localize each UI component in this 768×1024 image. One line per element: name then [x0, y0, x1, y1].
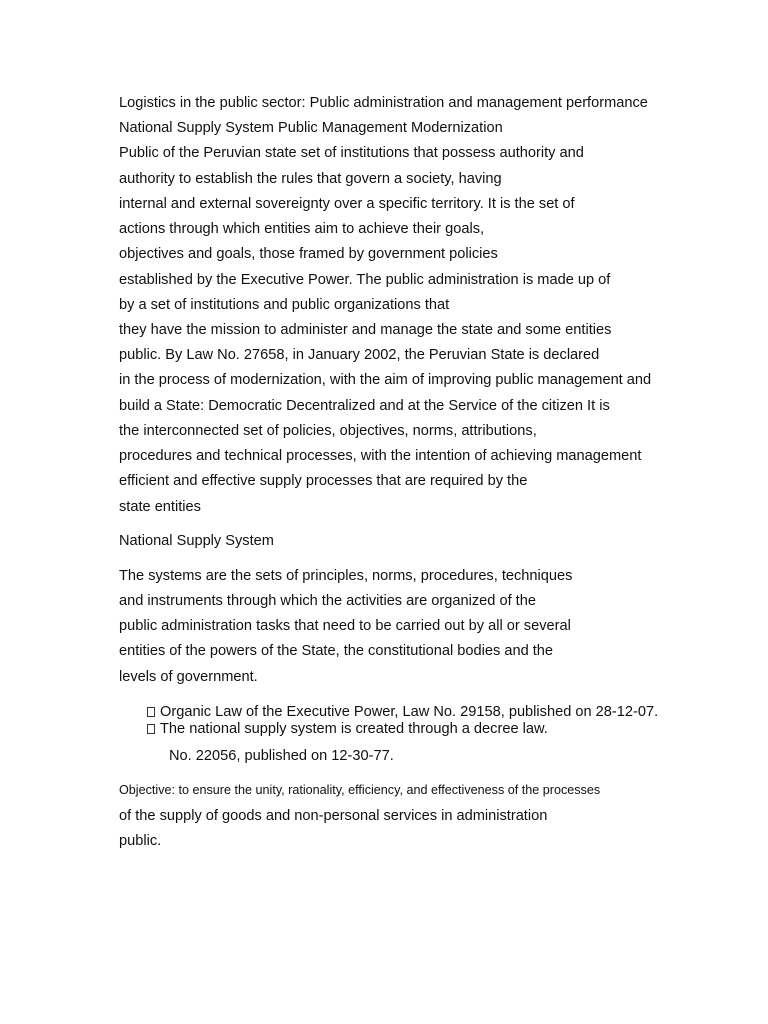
paragraph-line: procedures and technical processes, with the intention of achieving management [119, 448, 642, 464]
paragraph-line: The systems are the sets of principles, norms, procedures, techniques [119, 568, 573, 584]
paragraph-line: authority to establish the rules that govern a society, having [119, 171, 502, 187]
bullet-box-icon [147, 707, 155, 717]
paragraph-line: established by the Executive Power. The public administration is made up of [119, 272, 611, 288]
paragraph-line: entities of the powers of the State, the constitutional bodies and the [119, 643, 554, 659]
paragraph-line: public. [119, 833, 162, 849]
bullet-item [147, 720, 548, 738]
paragraph-line: levels of government. [119, 669, 258, 685]
paragraph-line: the interconnected set of policies, objectives, norms, attributions, [119, 423, 537, 439]
bullet-text: Organic Law of the Executive Power, Law No. 29158, published on 28-12-07. [160, 704, 659, 720]
section-heading: National Supply System [119, 533, 274, 549]
paragraph-line: internal and external sovereignty over a specific territory. It is the set of [119, 196, 575, 212]
paragraph-line: public administration tasks that need to be carried out by all or several [119, 618, 571, 634]
paragraph-line: Public of the Peruvian state set of institutions that possess authority and [119, 145, 584, 161]
bullet-text: The national supply system is created through a decree law. [160, 721, 548, 737]
paragraph-line: they have the mission to administer and manage the state and some entities [119, 322, 612, 338]
paragraph-line: efficient and effective supply processes that are required by the [119, 473, 528, 489]
paragraph-line: actions through which entities aim to achieve their goals, [119, 221, 485, 237]
document-subtitle: National Supply System Public Management Modernization [119, 120, 503, 136]
paragraph-line: of the supply of goods and non-personal services in administration [119, 808, 548, 824]
paragraph-line: and instruments through which the activities are organized of the [119, 593, 536, 609]
document-title: Logistics in the public sector: Public administration and management performance [119, 95, 648, 111]
bullet-item [147, 703, 658, 721]
bullet-continuation: No. 22056, published on 12-30-77. [169, 748, 394, 764]
bullet-box-icon [147, 724, 155, 734]
objective-line: Objective: to ensure the unity, rationality, efficiency, and effectiveness of the processes [119, 783, 601, 797]
paragraph-line: by a set of institutions and public organizations that [119, 297, 450, 313]
paragraph-line: in the process of modernization, with the aim of improving public management and [119, 372, 652, 388]
paragraph-line: state entities [119, 499, 201, 515]
paragraph-line: objectives and goals, those framed by government policies [119, 246, 498, 262]
paragraph-line: build a State: Democratic Decentralized and at the Service of the citizen It is [119, 398, 610, 414]
paragraph-line: public. By Law No. 27658, in January 2002, the Peruvian State is declared [119, 347, 600, 363]
